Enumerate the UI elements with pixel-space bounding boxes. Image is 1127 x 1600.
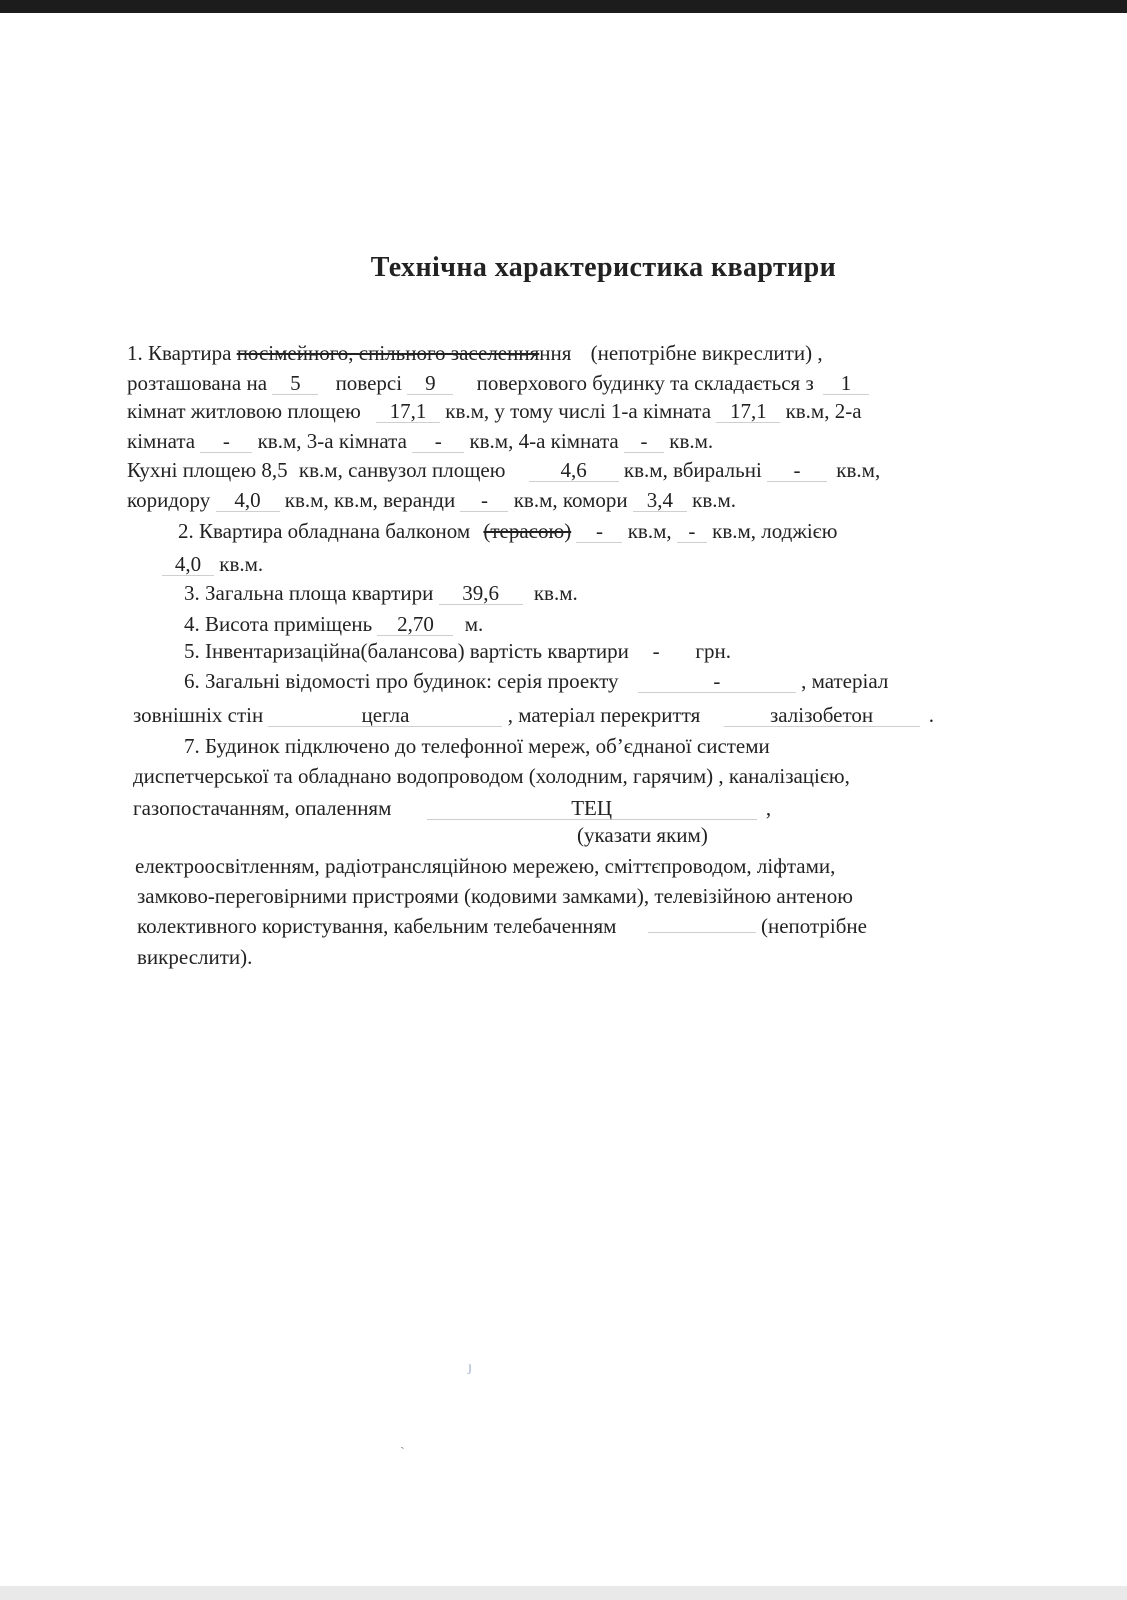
- s6-floors-material: залізобетон: [724, 704, 920, 727]
- s3-unit: кв.м.: [533, 581, 578, 605]
- s7-line6-label: колективного користування, кабельним телебаченням: [137, 914, 617, 938]
- bottom-bar: [0, 1586, 1127, 1600]
- s1-unit-toilet: кв.м, вбиральні: [623, 458, 762, 482]
- s1-line5: [127, 457, 880, 483]
- s2-text: 2. Квартира обладнана балконом: [178, 519, 471, 543]
- s2-struck: (терасою): [483, 519, 572, 543]
- s6-line1: [184, 668, 888, 694]
- s6-walls-label: зовнішніх стін: [133, 703, 264, 727]
- s3-value: 39,6: [439, 582, 523, 605]
- s1-unit-veranda: кв.м, кв.м, веранди: [284, 488, 456, 512]
- s1-veranda: -: [460, 489, 508, 512]
- s1-unit-storage: кв.м, комори: [513, 488, 628, 512]
- s2-line2: [162, 551, 263, 577]
- top-bar: [0, 0, 1127, 13]
- s7-line6-end: (непотрібне: [760, 914, 867, 938]
- s7-tv-blank: [648, 932, 756, 933]
- s1-unit-room2: кв.м, 2-а: [785, 399, 862, 423]
- s7-line3-label: газопостачанням, опаленням: [133, 796, 392, 820]
- s2-unit-loggia: кв.м, лоджією: [712, 519, 838, 543]
- s2-unit-a: кв.м,: [627, 519, 672, 543]
- s1-rooms: 1: [823, 372, 869, 395]
- s4-value: 2,70: [377, 613, 453, 636]
- s6-material-label: , матеріал: [801, 669, 889, 693]
- s1-rooms-text: кімнат житловою площею: [127, 399, 361, 423]
- s3-line: [184, 580, 578, 606]
- s4-line: [184, 611, 483, 637]
- s5-value: -: [652, 639, 660, 663]
- s1-room3: -: [412, 430, 464, 453]
- s1-building-text: поверхового будинку та складається з: [476, 371, 814, 395]
- s2-loggia: 4,0: [162, 553, 214, 576]
- s1-struck-suffix: ння: [539, 341, 572, 365]
- s5-text: 5. Інвентаризаційна(балансова) вартість квартири: [184, 639, 629, 663]
- s1-line4: [127, 428, 713, 454]
- s1-floor-word: поверсі: [335, 371, 403, 395]
- s1-kitchen: Кухні площею 8,5: [127, 458, 288, 482]
- s1-unit-end: кв.м.: [669, 429, 714, 453]
- s1-toilet: -: [767, 459, 827, 482]
- s5-line: [184, 638, 731, 664]
- s7-heating: ТЕЦ: [427, 797, 757, 820]
- s1-floor: 5: [272, 372, 318, 395]
- s7-line3: [133, 795, 771, 821]
- s1-line6: [127, 487, 736, 513]
- s7-line4: електроосвітленням, радіотрансляційною мережею, сміттєпроводом, ліфтами,: [135, 854, 836, 878]
- s6-end: .: [928, 703, 935, 727]
- s5-unit: грн.: [695, 639, 731, 663]
- s4-unit: м.: [464, 612, 484, 636]
- s1-located-on: розташована на: [127, 371, 268, 395]
- s1-unit-a: кв.м,: [836, 458, 881, 482]
- scan-speck: ˏ: [400, 1435, 405, 1450]
- s1-struck-type: посімейного, спільного заселення: [236, 341, 540, 365]
- s1-room2-label: кімната: [127, 429, 196, 453]
- s6-line2: [133, 702, 934, 728]
- s4-text: 4. Висота приміщень: [184, 612, 373, 636]
- s1-unit-room3: кв.м, 3-а кімната: [257, 429, 407, 453]
- s7-line3-end: ,: [765, 796, 772, 820]
- s1-unit-bath: кв.м, санвузол площею: [298, 458, 506, 482]
- s6-text: 6. Загальні відомості про будинок: серія проекту: [184, 669, 619, 693]
- s1-kvartyra: Квартира: [148, 341, 232, 365]
- s2-unit-b: кв.м.: [219, 552, 264, 576]
- s7-line2: диспетчерської та обладнано водопроводом (холодним, гарячим) , каналізацією,: [133, 764, 850, 788]
- s1-corridor-label: коридору: [127, 488, 211, 512]
- s1-storage: 3,4: [633, 489, 687, 512]
- s1-line2: [127, 370, 869, 396]
- s7-line6: [137, 913, 867, 939]
- s1-room1: 17,1: [716, 400, 780, 423]
- s2-balcony: -: [576, 520, 622, 543]
- s7-line5: замково-переговірними пристроями (кодовими замками), телевізійною антеною: [137, 884, 853, 908]
- s1-room2: -: [200, 430, 252, 453]
- s1-note: (непотрібне викреслити) ,: [590, 341, 823, 365]
- s1-unit-incl: кв.м, у тому числі 1-а кімната: [445, 399, 712, 423]
- s7-line7: викреслити).: [137, 945, 253, 969]
- s1-room4: -: [624, 430, 664, 453]
- s7-hint: (указати яким): [577, 823, 708, 847]
- s6-walls: цегла: [268, 704, 502, 727]
- s1-living-area: 17,1: [376, 400, 440, 423]
- s2-balcony2: -: [677, 520, 707, 543]
- document-title: Технічна характеристика квартири: [370, 252, 837, 283]
- s6-floors-label: , матеріал перекриття: [507, 703, 701, 727]
- s3-text: 3. Загальна площа квартири: [184, 581, 434, 605]
- s1-floors-total: 9: [407, 372, 453, 395]
- s1-number: 1.: [127, 341, 143, 365]
- s1-corridor: 4,0: [216, 489, 280, 512]
- scan-speck: ȷ: [468, 1360, 472, 1375]
- s1-unit-room4: кв.м, 4-а кімната: [469, 429, 619, 453]
- s1-line1: [127, 340, 823, 366]
- s7-line1: 7. Будинок підключено до телефонної мереж, об’єднаної системи: [184, 734, 770, 758]
- s1-unit-b: кв.м.: [692, 488, 737, 512]
- s6-series: -: [638, 670, 796, 693]
- s1-line3: [127, 398, 862, 424]
- s2-line1: [178, 518, 837, 544]
- s1-bathroom: 4,6: [529, 459, 619, 482]
